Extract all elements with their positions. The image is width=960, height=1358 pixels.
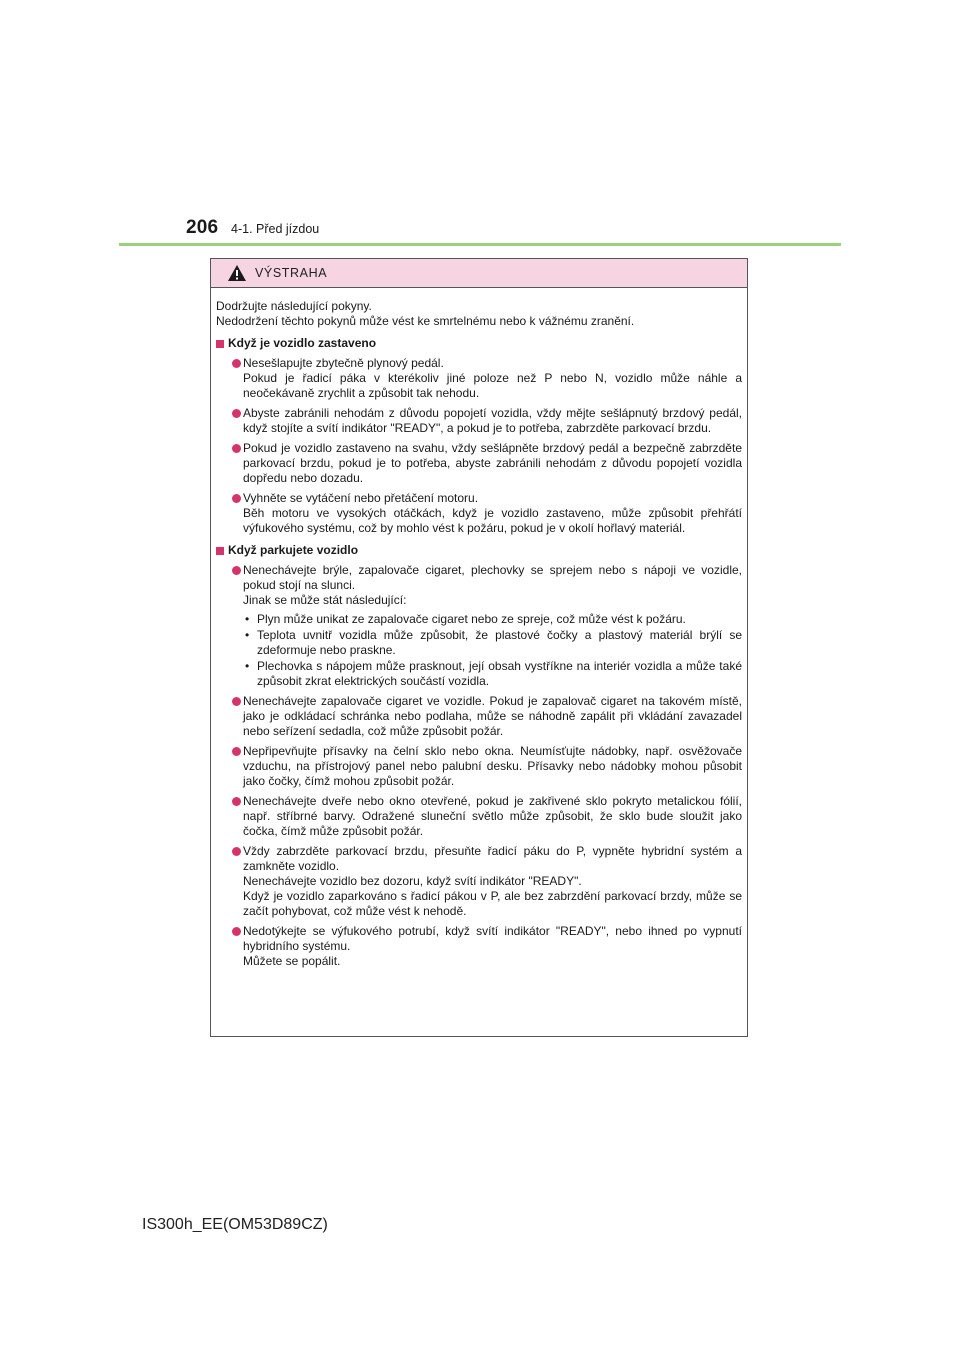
warning-item [216,794,742,839]
item-text: Pokud je vozidlo zastaveno na svahu, vždy sešlápněte brzdový pedál a bezpečně zabrzděte parkovací brzdu, pokud je to potřeba, abyste zabránili nehodám z důvodu popojetí vozidla dopředu nebo dozadu. [243,441,742,485]
section-heading-text: Když je vozidlo zastaveno [228,336,377,350]
dot-bullet-icon [232,359,241,368]
item-text: Vždy zabrzděte parkovací brzdu, přesuňte řadicí páku do P, vypněte hybridní systém a zamkněte vozidlo. [243,844,742,873]
sub-list-item: • Plyn může unikat ze zapalovače cigaret nebo ze spreje, což může vést k požáru. [243,612,742,627]
item-text: Jinak se může stát následující: [243,593,407,607]
intro-line: Dodržujte následující pokyny. [216,299,372,313]
dot-bullet-icon [232,797,241,806]
warning-label: VÝSTRAHA [255,266,328,280]
warning-triangle-icon [227,264,247,282]
sub-list-item: • Teplota uvnitř vozidla může způsobit, že plastové čočky a plastový materiál brýlí se zdeformuje nebo praskne. [243,628,742,658]
item-text: Když je vozidlo zaparkováno s řadicí pákou v P, ale bez zabrzdění parkovací brzdy, může se začít pohybovat, což může vést k nehodě. [243,889,742,918]
dot-bullet-icon [232,927,241,936]
dot-bullet-icon [232,444,241,453]
section-heading [216,543,742,558]
warning-body [211,288,747,969]
warning-item [216,924,742,969]
sub-list [243,612,742,689]
header-rule [119,243,841,246]
item-text: Nedotýkejte se výfukového potrubí, když svítí indikátor "READY", nebo ihned po vypnutí hybridního systému. [243,924,742,953]
warning-item [216,491,742,536]
dot-bullet-icon [232,697,241,706]
warning-box [210,258,748,1037]
section-heading [216,336,742,351]
page-number: 206 [186,217,219,238]
footer-code: IS300h_EE(OM53D89CZ) [142,1216,328,1233]
warning-item [216,441,742,486]
item-text: Abyste zabránili nehodám z důvodu popojetí vozidla, vždy mějte sešlápnutý brzdový pedál, když stojíte a svítí indikátor "READY", a pokud je to potřeba, zabrzděte parkovací brzdu. [243,406,742,435]
item-text: Nenechávejte vozidlo bez dozoru, když svítí indikátor "READY". [243,874,582,888]
item-text: Nenechávejte zapalovače cigaret ve vozidle. Pokud je zapalovač cigaret na takovém místě, jako je odkládací schránka nebo podlaha, může se náhodně zapálit při vkládání zavazadel nebo seřízení sedadla, což může způsobit požár. [243,694,742,738]
intro-line: Nedodržení těchto pokynů může vést ke smrtelnému nebo k vážnému zranění. [216,314,635,328]
warning-item [216,356,742,401]
warning-item [216,406,742,436]
square-bullet-icon [216,547,224,555]
warning-item [216,744,742,789]
item-text: Nenechávejte dveře nebo okno otevřené, pokud je zakřivené sklo pokryto metalickou fólií, např. stříbrné barvy. Odražené sluneční světlo může způsobit, že sklo bude sloužit jako čočka, čímž může způsobit požár. [243,794,742,838]
warning-header [211,259,747,288]
dot-bullet-icon [232,566,241,575]
dot-bullet-icon [232,409,241,418]
dot-bullet-icon [232,747,241,756]
warning-intro [216,299,742,329]
item-text: Pokud je řadicí páka v kterékoliv jiné poloze než P nebo N, vozidlo může náhle a neočekávaně zrychlit a způsobit tak nehodu. [243,371,742,400]
item-text: Nesešlapujte zbytečně plynový pedál. [243,356,444,370]
dot-bullet-icon [232,847,241,856]
sub-list-item: • Plechovka s nápojem může prasknout, její obsah vystříkne na interiér vozidla a může také způsobit zkrat elektrických součástí vozidla. [243,659,742,689]
section-title: 4-1. Před jízdou [231,222,320,236]
square-bullet-icon [216,340,224,348]
item-text: Můžete se popálit. [243,954,341,968]
item-text: Vyhněte se vytáčení nebo přetáčení motoru. [243,491,479,505]
warning-item [216,563,742,689]
section-heading-text: Když parkujete vozidlo [228,543,359,557]
warning-item [216,844,742,919]
item-text: Nenechávejte brýle, zapalovače cigaret, plechovky se sprejem nebo s nápoji ve vozidle, pokud stojí na slunci. [243,563,742,592]
dot-bullet-icon [232,494,241,503]
warning-item [216,694,742,739]
item-text: Běh motoru ve vysokých otáčkách, když je vozidlo zastaveno, může způsobit přehřátí výfukového systému, což by mohlo vést k požáru, pokud je v okolí hořlavý materiál. [243,506,742,535]
item-text: Nepřipevňujte přísavky na čelní sklo nebo okna. Neumísťujte nádobky, např. osvěžovače vzduchu, na přístrojový panel nebo palubní desku. Přísavky nebo nádobky mohou působit jako čočky, čímž mohou způsobit požár. [243,744,742,788]
